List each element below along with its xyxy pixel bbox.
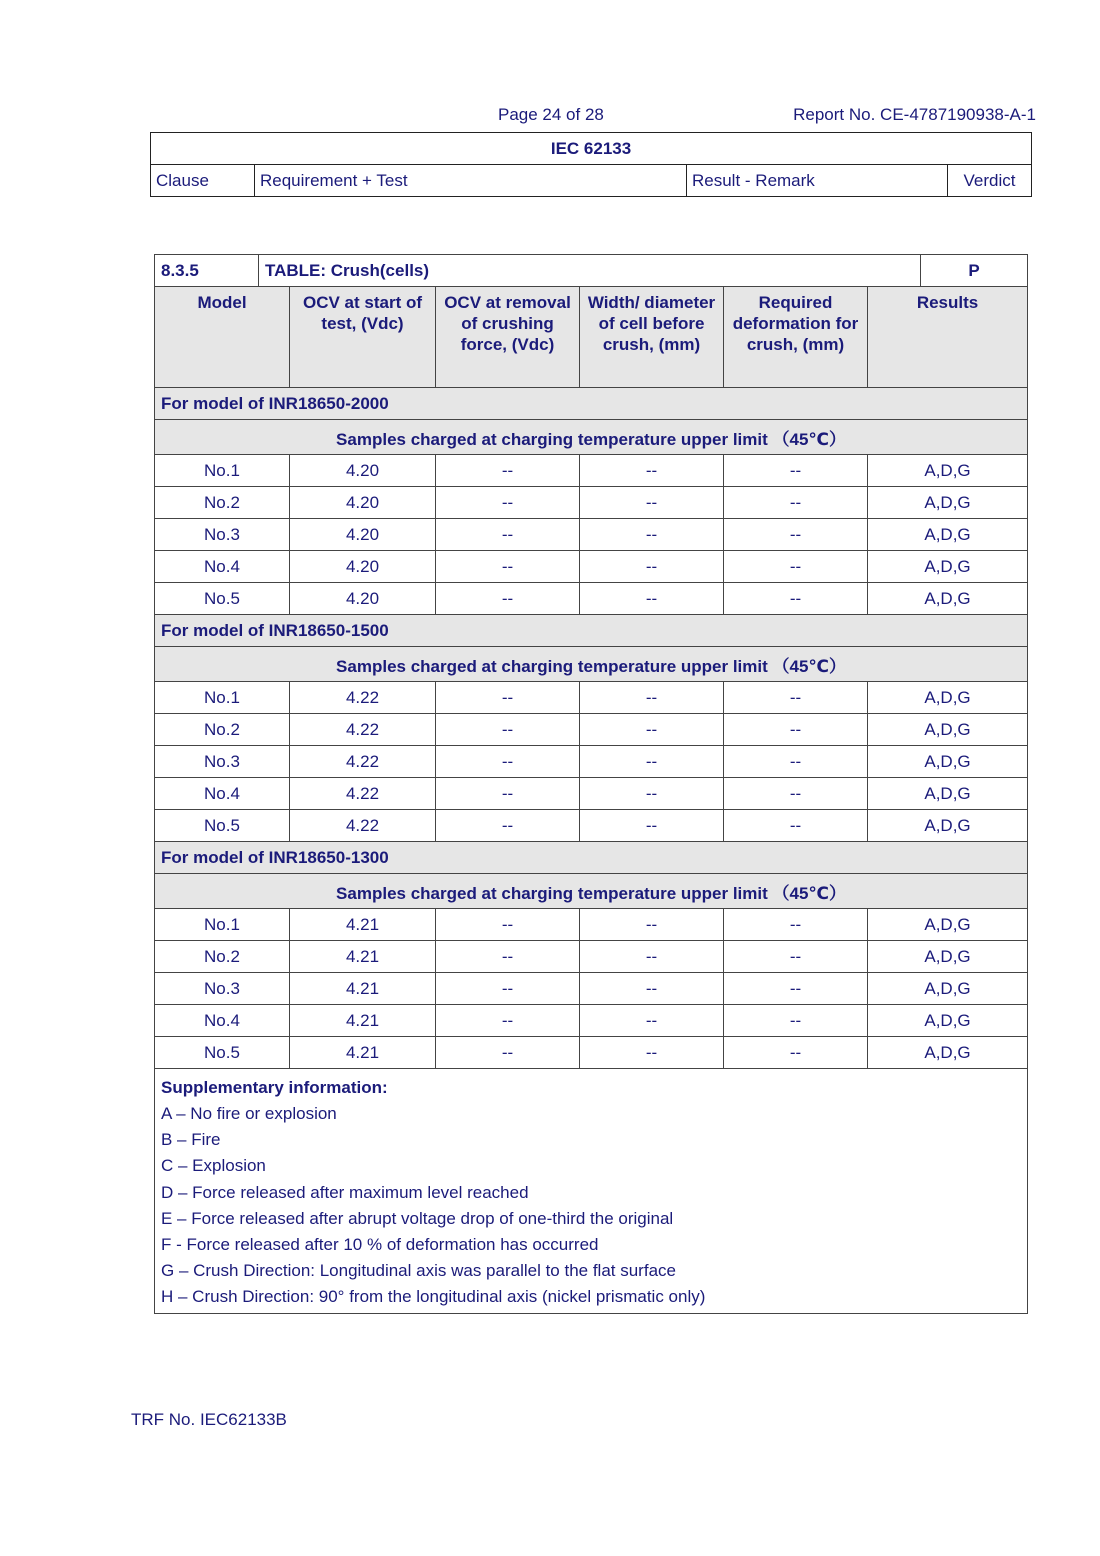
cell-width: -- (580, 778, 724, 810)
result-column-header: Result - Remark (687, 165, 948, 197)
cell-ocv-removal: -- (436, 810, 580, 842)
cell-results: A,D,G (868, 487, 1028, 519)
cell-results: A,D,G (868, 583, 1028, 615)
table-row (155, 810, 1028, 842)
report-header-table (150, 132, 1032, 197)
condition-label: Samples charged at charging temperature upper limit （45℃） (155, 874, 1028, 909)
cell-deformation: -- (724, 714, 868, 746)
cell-ocv-start: 4.20 (290, 487, 436, 519)
cell-results: A,D,G (868, 1005, 1028, 1037)
supplementary-item: G – Crush Direction: Longitudinal axis was parallel to the flat surface (161, 1261, 676, 1281)
cell-deformation: -- (724, 746, 868, 778)
cell-ocv-start: 4.20 (290, 455, 436, 487)
cell-results: A,D,G (868, 519, 1028, 551)
cell-width: -- (580, 714, 724, 746)
supplementary-item: F - Force released after 10 % of deformation has occurred (161, 1235, 599, 1255)
table-row (155, 682, 1028, 714)
cell-ocv-removal: -- (436, 682, 580, 714)
cell-width: -- (580, 1037, 724, 1069)
cell-ocv-start: 4.20 (290, 519, 436, 551)
cell-ocv-start: 4.20 (290, 551, 436, 583)
table-row (155, 519, 1028, 551)
table-row (155, 583, 1028, 615)
cell-deformation: -- (724, 519, 868, 551)
table-verdict: P (921, 255, 1028, 287)
cell-model: No.3 (155, 746, 290, 778)
cell-results: A,D,G (868, 941, 1028, 973)
cell-ocv-start: 4.21 (290, 1037, 436, 1069)
cell-model: No.2 (155, 714, 290, 746)
model-group-label: For model of INR18650-1500 (155, 615, 1028, 647)
cell-ocv-removal: -- (436, 583, 580, 615)
trf-number: TRF No. IEC62133B (131, 1410, 287, 1429)
cell-width: -- (580, 909, 724, 941)
cell-width: -- (580, 682, 724, 714)
cell-width: -- (580, 973, 724, 1005)
cell-model: No.1 (155, 909, 290, 941)
cell-width: -- (580, 519, 724, 551)
cell-model: No.1 (155, 455, 290, 487)
cell-ocv-start: 4.21 (290, 1005, 436, 1037)
cell-results: A,D,G (868, 1037, 1028, 1069)
cell-deformation: -- (724, 682, 868, 714)
column-header-width: Width/ diameter of cell before crush, (mm) (580, 287, 724, 388)
cell-deformation: -- (724, 551, 868, 583)
column-header-ocv-start: OCV at start of test, (Vdc) (290, 287, 436, 388)
model-group-row (155, 842, 1028, 874)
column-header-model: Model (155, 287, 290, 388)
cell-results: A,D,G (868, 810, 1028, 842)
cell-width: -- (580, 583, 724, 615)
cell-ocv-start: 4.22 (290, 714, 436, 746)
supplementary-item: C – Explosion (161, 1156, 266, 1176)
table-row (155, 778, 1028, 810)
cell-ocv-start: 4.21 (290, 909, 436, 941)
cell-ocv-start: 4.22 (290, 682, 436, 714)
cell-width: -- (580, 810, 724, 842)
model-group-label: For model of INR18650-2000 (155, 388, 1028, 420)
supplementary-item: E – Force released after abrupt voltage drop of one-third the original (161, 1208, 674, 1228)
cell-ocv-removal: -- (436, 973, 580, 1005)
condition-label: Samples charged at charging temperature upper limit （45℃） (155, 420, 1028, 455)
column-header-results: Results (868, 287, 1028, 388)
cell-width: -- (580, 455, 724, 487)
cell-ocv-removal: -- (436, 487, 580, 519)
supplementary-item: A – No fire or explosion (161, 1104, 337, 1123)
cell-results: A,D,G (868, 778, 1028, 810)
cell-model: No.5 (155, 1037, 290, 1069)
cell-ocv-start: 4.21 (290, 941, 436, 973)
cell-ocv-removal: -- (436, 519, 580, 551)
cell-results: A,D,G (868, 551, 1028, 583)
table-row (155, 487, 1028, 519)
cell-ocv-removal: -- (436, 941, 580, 973)
report-number: Report No. CE-4787190938-A-1 (793, 105, 1036, 124)
page-number: Page 24 of 28 (498, 105, 604, 124)
table-row (155, 746, 1028, 778)
cell-deformation: -- (724, 1037, 868, 1069)
condition-row (155, 874, 1028, 909)
cell-width: -- (580, 941, 724, 973)
cell-ocv-removal: -- (436, 778, 580, 810)
cell-model: No.5 (155, 583, 290, 615)
supplementary-item: B – Fire (161, 1130, 221, 1150)
table-title: TABLE: Crush(cells) (259, 255, 921, 287)
cell-ocv-start: 4.21 (290, 973, 436, 1005)
cell-model: No.3 (155, 519, 290, 551)
supplementary-title: Supplementary information: (161, 1078, 388, 1097)
cell-model: No.4 (155, 1005, 290, 1037)
cell-deformation: -- (724, 455, 868, 487)
table-row (155, 941, 1028, 973)
cell-width: -- (580, 1005, 724, 1037)
cell-ocv-start: 4.20 (290, 583, 436, 615)
condition-label: Samples charged at charging temperature upper limit （45℃） (155, 647, 1028, 682)
cell-model: No.4 (155, 551, 290, 583)
cell-deformation: -- (724, 778, 868, 810)
cell-deformation: -- (724, 1005, 868, 1037)
model-group-row (155, 615, 1028, 647)
cell-ocv-removal: -- (436, 455, 580, 487)
cell-ocv-start: 4.22 (290, 778, 436, 810)
cell-width: -- (580, 746, 724, 778)
crush-cells-table (154, 254, 1028, 1314)
supplementary-row (155, 1069, 1028, 1314)
cell-deformation: -- (724, 973, 868, 1005)
column-header-ocv-removal: OCV at removal of crushing force, (Vdc) (436, 287, 580, 388)
cell-ocv-removal: -- (436, 1037, 580, 1069)
model-group-row (155, 388, 1028, 420)
condition-row (155, 647, 1028, 682)
cell-deformation: -- (724, 941, 868, 973)
cell-results: A,D,G (868, 973, 1028, 1005)
cell-ocv-start: 4.22 (290, 810, 436, 842)
table-row (155, 1005, 1028, 1037)
cell-width: -- (580, 551, 724, 583)
requirement-column-header: Requirement + Test (255, 165, 687, 197)
table-row (155, 714, 1028, 746)
cell-ocv-removal: -- (436, 714, 580, 746)
cell-results: A,D,G (868, 909, 1028, 941)
cell-width: -- (580, 487, 724, 519)
cell-results: A,D,G (868, 682, 1028, 714)
supplementary-item: H – Crush Direction: 90° from the longitudinal axis (nickel prismatic only) (161, 1287, 706, 1307)
cell-results: A,D,G (868, 455, 1028, 487)
cell-ocv-removal: -- (436, 551, 580, 583)
table-row (155, 973, 1028, 1005)
clause-column-header: Clause (151, 165, 255, 197)
table-row (155, 455, 1028, 487)
cell-model: No.2 (155, 487, 290, 519)
cell-ocv-removal: -- (436, 746, 580, 778)
cell-ocv-removal: -- (436, 909, 580, 941)
cell-model: No.4 (155, 778, 290, 810)
table-clause: 8.3.5 (155, 255, 259, 287)
cell-model: No.1 (155, 682, 290, 714)
model-group-label: For model of INR18650-1300 (155, 842, 1028, 874)
column-header-deformation: Required deformation for crush, (mm) (724, 287, 868, 388)
cell-results: A,D,G (868, 714, 1028, 746)
condition-row (155, 420, 1028, 455)
cell-deformation: -- (724, 810, 868, 842)
table-row (155, 1037, 1028, 1069)
verdict-column-header: Verdict (948, 165, 1032, 197)
cell-deformation: -- (724, 583, 868, 615)
cell-model: No.3 (155, 973, 290, 1005)
supplementary-item: D – Force released after maximum level reached (161, 1182, 529, 1202)
table-row (155, 551, 1028, 583)
cell-results: A,D,G (868, 746, 1028, 778)
cell-deformation: -- (724, 487, 868, 519)
cell-model: No.2 (155, 941, 290, 973)
cell-ocv-removal: -- (436, 1005, 580, 1037)
cell-model: No.5 (155, 810, 290, 842)
cell-ocv-start: 4.22 (290, 746, 436, 778)
table-row (155, 909, 1028, 941)
standard-title: IEC 62133 (151, 133, 1032, 165)
cell-deformation: -- (724, 909, 868, 941)
